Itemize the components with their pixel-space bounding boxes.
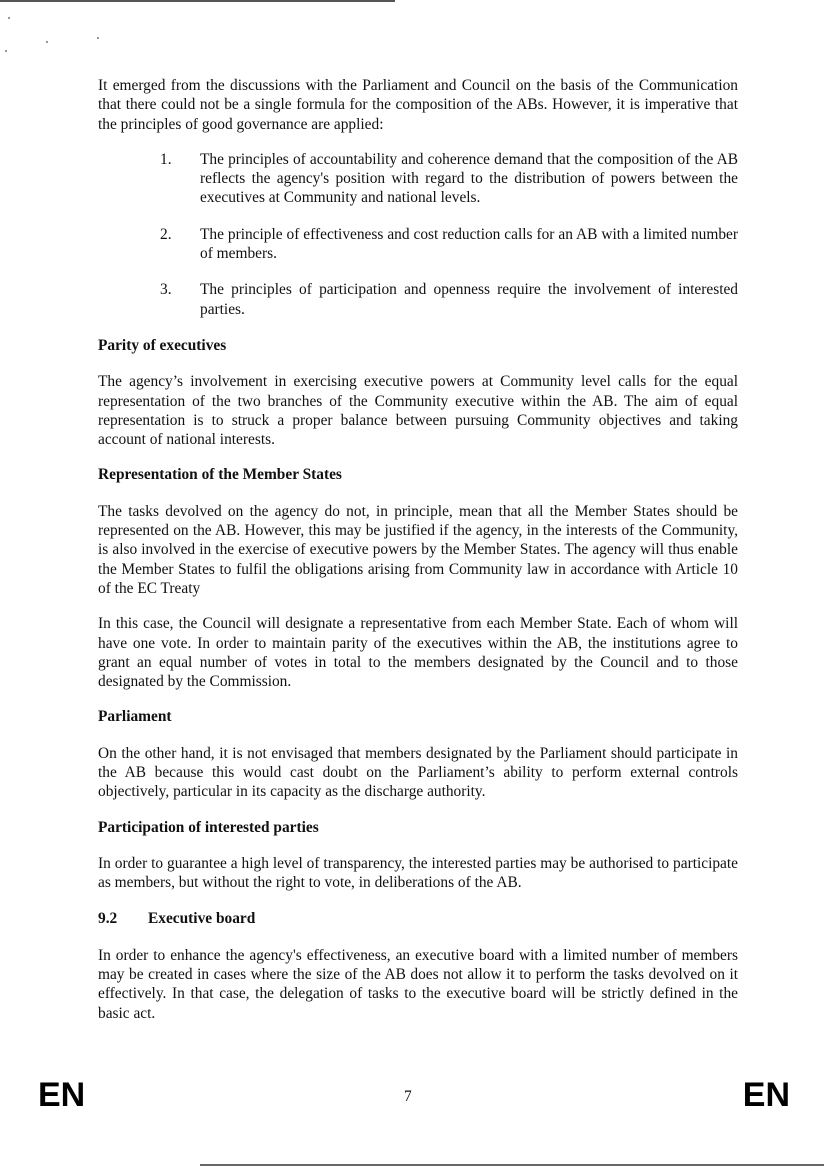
interested-parties-heading: Participation of interested parties	[98, 818, 319, 836]
intro-paragraph: It emerged from the discussions with the Parliament and Council on the basis of the Communication that there could not be a single formula for the composition of the ABs. However, it is imperative that the principles of good governance are applied:	[98, 77, 738, 133]
parity-paragraph: The agency’s involvement in exercising executive powers at Community level calls for the equal representation of the two branches of the Community executive within the AB. The aim of equal representation is to struck a proper balance between pursuing Community objectives and taking account of national interests.	[98, 373, 738, 449]
list-item-number: 3.	[160, 281, 172, 299]
scan-speck	[46, 41, 48, 43]
list-item-text: The principles of participation and openness require the involvement of interested parties.	[200, 281, 738, 318]
list-item-text: The principle of effectiveness and cost reduction calls for an AB with a limited number of members.	[200, 225, 738, 263]
list-item-number: 2.	[160, 225, 172, 243]
scan-edge-top	[0, 0, 395, 2]
member-states-paragraph-1: The tasks devolved on the agency do not, in principle, mean that all the Member States should be represented on the AB. However, this may be justified if the agency, in the interests of the Community, is also involved in the exercise of executive powers by the Member States. The agency will thus enable the Member States to fulfil the obligations arising from Community law in accordance with Article 10 of the EC Treaty	[98, 502, 738, 597]
parity-heading: Parity of executives	[98, 336, 227, 354]
document-body	[98, 76, 738, 1039]
executive-board-heading	[98, 909, 738, 928]
scan-speck	[8, 17, 10, 19]
scan-speck	[97, 37, 99, 39]
executive-board-paragraph: In order to enhance the agency's effectiveness, an executive board with a limited number of members may be created in cases where the size of the AB does not allow it to perform the tasks devolved on it effectively. In that case, the delegation of tasks to the executive board will be strictly defined in the basic act.	[98, 946, 738, 1022]
member-states-paragraph-2: In this case, the Council will designate a representative from each Member State. Each of whom will have one vote. In order to maintain parity of the executives within the AB, the institutions agree to grant an equal number of votes in total to the members designated by the Council and to those designated by the Commission.	[98, 615, 738, 691]
member-states-heading: Representation of the Member States	[98, 466, 342, 484]
list-item	[98, 280, 738, 319]
section-number: 9.2	[98, 909, 118, 927]
list-item	[98, 225, 738, 264]
list-item-text: The principles of accountability and coherence demand that the composition of the AB reflects the agency's position with regard to the distribution of powers between the executives at Community and national levels.	[200, 150, 738, 207]
section-title: Executive board	[148, 909, 256, 927]
list-item-number: 1.	[160, 150, 172, 168]
parliament-heading: Parliament	[98, 708, 172, 726]
interested-parties-paragraph: In order to guarantee a high level of transparency, the interested parties may be authorised to participate as members, but without the right to vote, in deliberations of the AB.	[98, 854, 738, 892]
scan-speck	[5, 50, 7, 52]
list-item	[98, 150, 738, 208]
language-code-right: EN	[742, 1076, 790, 1114]
language-code-left: EN	[38, 1076, 86, 1114]
scan-edge-bottom	[200, 1164, 824, 1166]
principles-list	[98, 150, 738, 319]
parliament-paragraph: On the other hand, it is not envisaged that members designated by the Parliament should participate in the AB because this would cast doubt on the Parliament’s ability to perform external controls objectively, particular in its capacity as the discharge authority.	[98, 744, 738, 801]
page-number: 7	[404, 1088, 412, 1105]
